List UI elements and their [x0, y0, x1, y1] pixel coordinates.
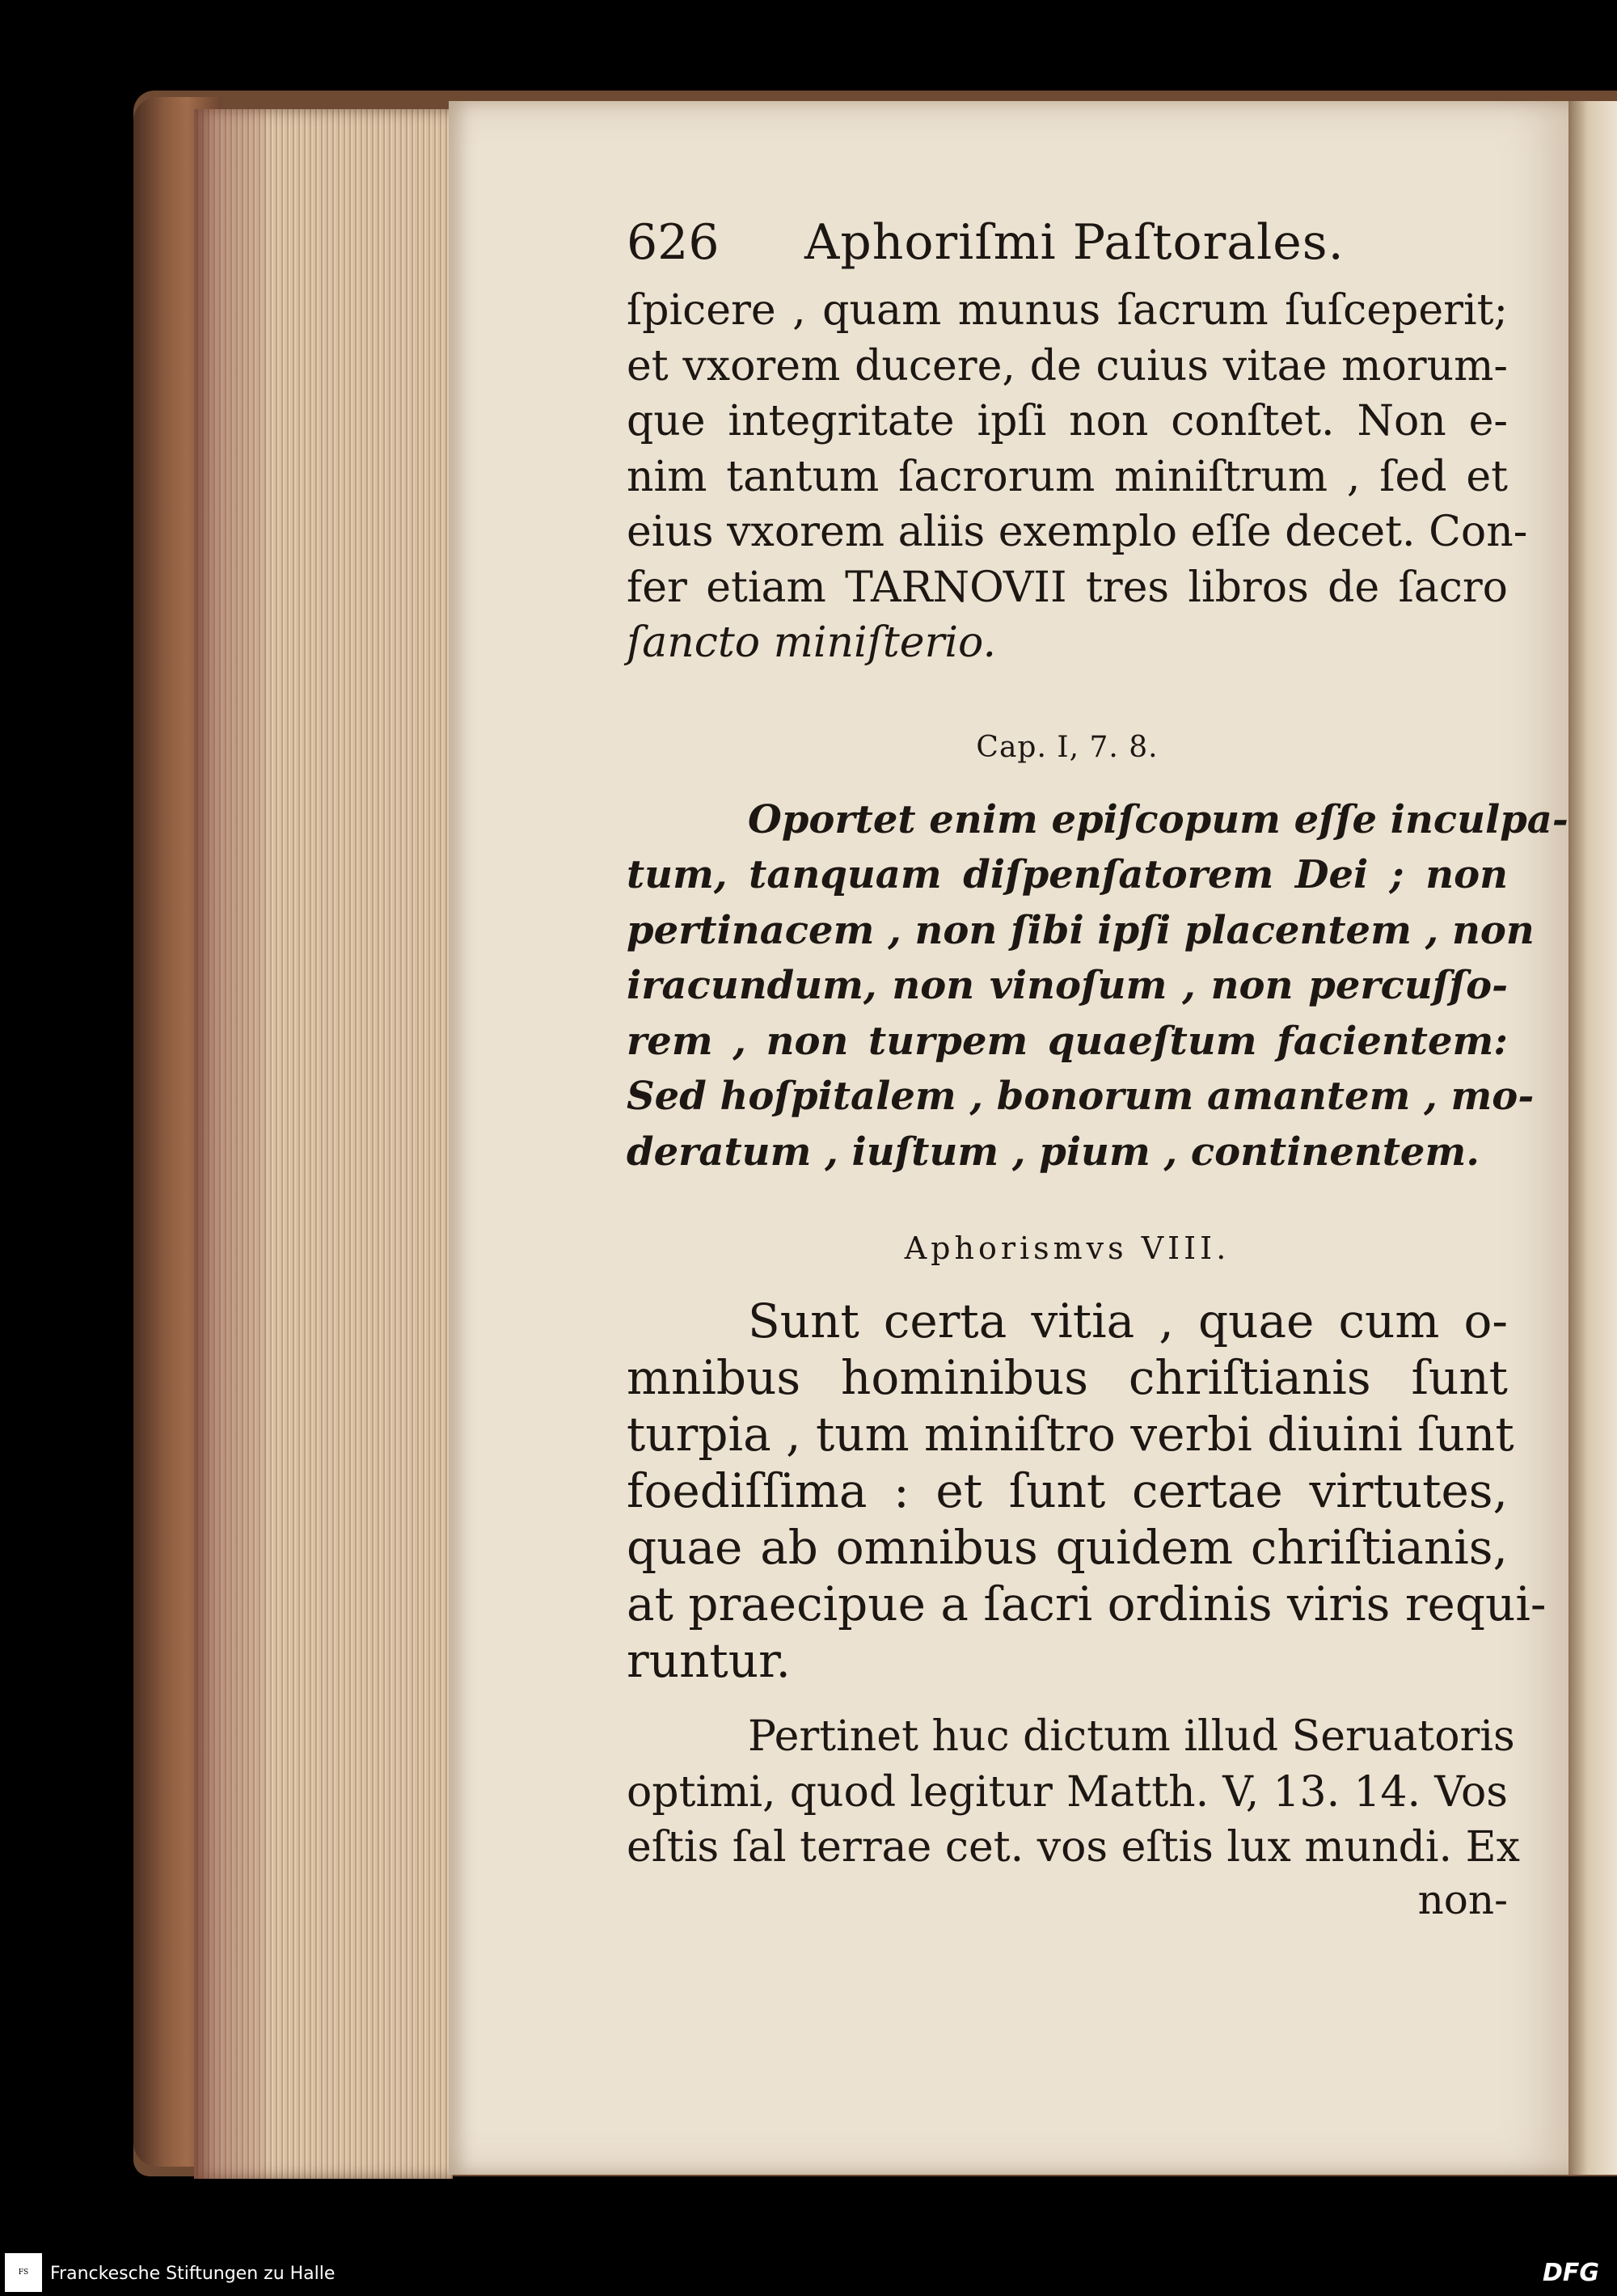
text-line: optimi, quod legitur Matth. V, 13. 14. Vos — [627, 1767, 1508, 1817]
text-line: eſtis ſal terrae cet. vos eſtis lux mundi. Ex — [627, 1823, 1520, 1872]
page-number: 626 — [627, 214, 720, 271]
chapter-reference: Cap. I, 7. 8. — [976, 730, 1159, 764]
scripture-quote — [627, 792, 1568, 1180]
quote-line: deratum , iuſtum , pium , continentem. — [627, 1129, 1480, 1175]
quote-line: pertinacem , non ſibi ipſi placentem , non — [627, 907, 1535, 953]
institution-name: Franckesche Stiftungen zu Halle — [50, 2264, 336, 2284]
aphorism-line: runtur. — [627, 1633, 791, 1688]
quote-line: iracundum, non vinoſum , non percuſſo- — [627, 963, 1508, 1008]
paragraph-continuation — [627, 283, 1528, 671]
quote-line: Oportet enim epiſcopum eſſe inculpa- — [748, 796, 1568, 842]
quote-line: rem , non turpem quaeſtum facientem: — [627, 1018, 1508, 1064]
page-content — [627, 202, 1568, 1924]
text-line: ſancto miniſterio. — [627, 618, 996, 667]
text-line: fer etiam TARNOVII tres libros de ſacro — [627, 563, 1508, 612]
aphorism-heading: Aphorismvs VIII. — [904, 1230, 1231, 1266]
aphorism-line: quae ab omnibus quidem chriſtianis, — [627, 1520, 1508, 1575]
aphorism-line: Sunt certa vitia , quae cum o- — [748, 1294, 1508, 1348]
page-edges-tint — [194, 109, 267, 2179]
catchword: non- — [1417, 1876, 1508, 1923]
commentary-paragraph — [627, 1709, 1520, 1876]
aphorism-line: foediſſima : et ſunt certae virtutes, — [627, 1463, 1508, 1518]
aphorism-line: at praecipue a ſacri ordinis viris requi- — [627, 1576, 1547, 1631]
text-line: et vxorem ducere, de cuius vitae morum- — [627, 341, 1508, 390]
text-line: eius vxorem aliis exemplo eſſe decet. Con- — [627, 508, 1528, 556]
quote-line: tum, tanquam diſpenſatorem Dei ; non — [627, 852, 1508, 897]
running-title: Aphoriſmi Paſtorales. — [804, 214, 1345, 271]
page-header — [627, 202, 1508, 283]
dfg-logo: DFG — [1542, 2259, 1599, 2287]
text-line: Pertinet huc dictum illud Seruatoris — [748, 1712, 1515, 1761]
institution-logo-icon: FS — [5, 2253, 42, 2292]
text-line: que integritate ipſi non conſtet. Non e- — [627, 397, 1508, 445]
page-gutter — [1568, 101, 1617, 2175]
text-line: nim tantum ſacrorum miniſtrum , ſed et — [627, 452, 1508, 501]
aphorism-text — [627, 1293, 1547, 1689]
aphorism-line: mnibus hominibus chriſtianis ſunt — [627, 1350, 1508, 1405]
quote-line: Sed hoſpitalem , bonorum amantem , mo- — [627, 1074, 1535, 1119]
text-line: ſpicere , quam munus ſacrum ſuſceperit; — [627, 286, 1508, 335]
aphorism-line: turpia , tum miniſtro verbi diuini ſunt — [627, 1407, 1514, 1462]
